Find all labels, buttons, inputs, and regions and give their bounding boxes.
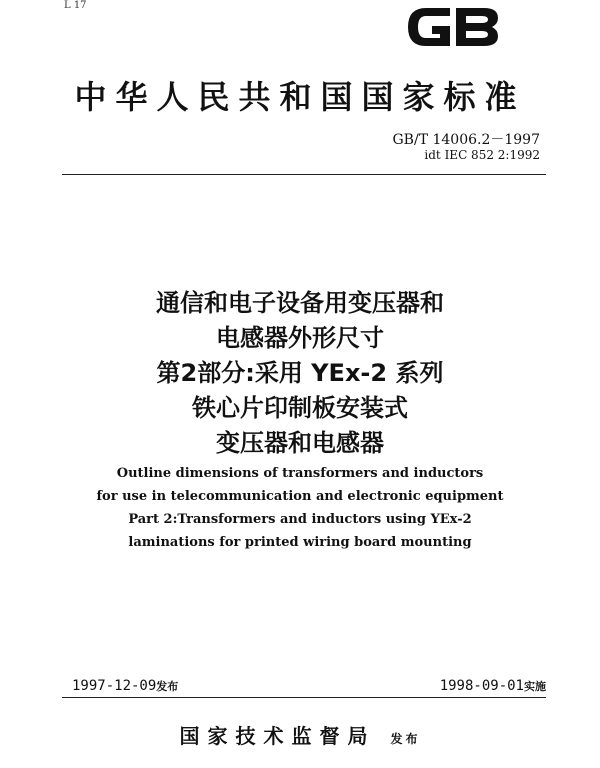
issue-date-value: 1997-12-09 — [72, 678, 157, 694]
chinese-title-line: 第2部分:采用 YEx-2 系列 — [156, 359, 444, 387]
chinese-title-line: 变压器和电感器 — [216, 429, 384, 457]
standard-number-code: GB/T 14006.2－1997 — [392, 132, 540, 148]
english-title — [0, 462, 600, 554]
gb-logo-icon — [400, 0, 504, 54]
standard-number-idt: idt IEC 852 2:1992 — [424, 148, 540, 162]
issuer-suffix: 发布 — [390, 732, 421, 746]
issue-date — [72, 678, 178, 694]
chinese-title-line: 电感器外形尺寸 — [216, 324, 384, 352]
english-title-line: laminations for printed wiring board mounting — [128, 535, 472, 550]
issuer-name: 国家技术监督局 — [179, 724, 376, 748]
chinese-title-line: 通信和电子设备用变压器和 — [156, 289, 444, 317]
english-title-line: for use in telecommunication and electronic equipment — [96, 489, 504, 504]
issuer — [0, 720, 600, 749]
english-title-line: Part 2:Transformers and inductors using YEx-2 — [128, 512, 472, 527]
chinese-title — [0, 286, 600, 461]
implementation-date — [380, 678, 546, 694]
english-title-line: Outline dimensions of transformers and inductors — [116, 466, 484, 481]
footer-divider — [62, 697, 546, 698]
corner-note: L 17 — [64, 0, 87, 11]
implementation-date-suffix: 实施 — [524, 680, 546, 693]
standard-title: 中华人民共和国国家标准 — [74, 78, 526, 116]
standard-number — [340, 132, 540, 162]
issue-date-suffix: 发布 — [156, 680, 179, 693]
header-divider — [62, 174, 546, 175]
implementation-date-value: 1998-09-01 — [439, 678, 524, 694]
chinese-title-line: 铁心片印制板安装式 — [192, 394, 408, 422]
